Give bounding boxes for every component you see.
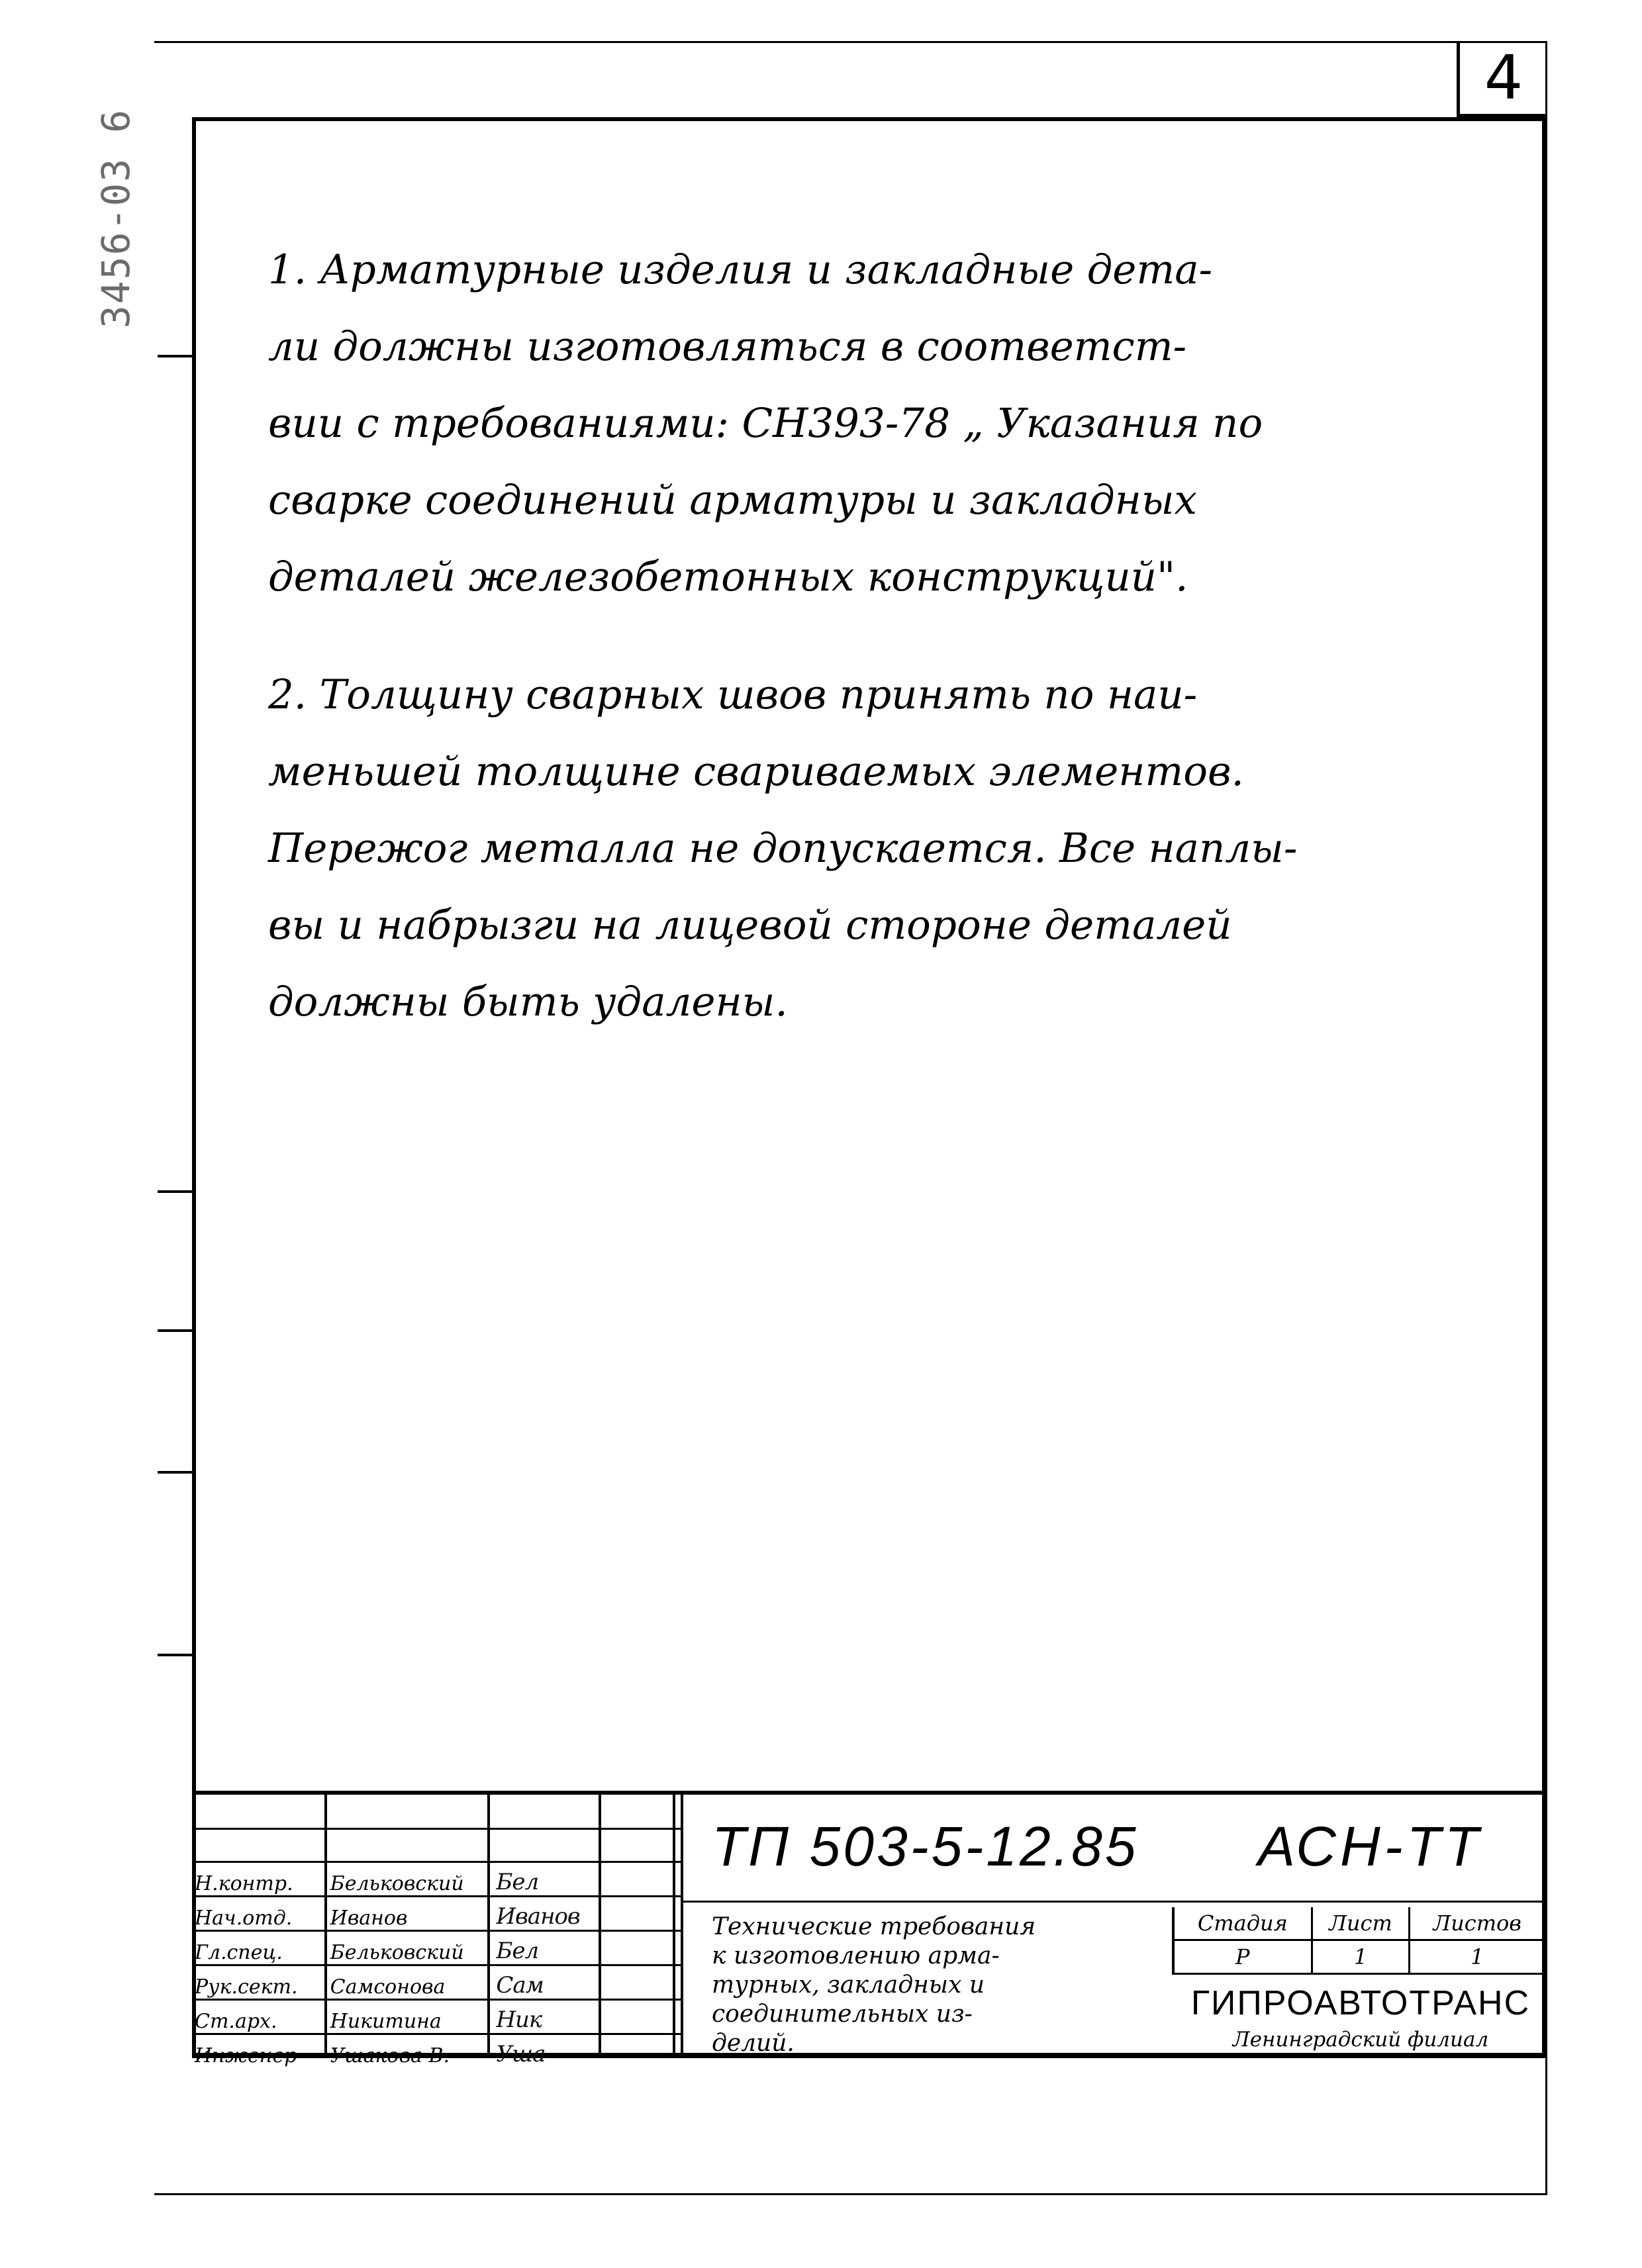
sheet-header: Лист xyxy=(1312,1907,1410,1940)
signature: Сам xyxy=(496,1972,544,1999)
name-cell: Иванов xyxy=(328,1897,494,1931)
note-line: вы и набрызги на лицевой стороне деталей xyxy=(268,902,1232,949)
date-cell xyxy=(608,2034,681,2068)
date-cell xyxy=(608,1862,681,1897)
tb-rule xyxy=(681,1901,1546,1903)
signature: Бел xyxy=(496,1938,539,1964)
title-block xyxy=(192,1791,1546,2067)
table-row xyxy=(192,1965,681,2000)
note-line: 1. Арматурные изделия и закладные дета- xyxy=(268,246,1213,293)
table-row xyxy=(192,1862,681,1897)
stage-value: Р xyxy=(1173,1940,1312,1974)
technical-notes xyxy=(268,232,1513,1082)
tb-divider xyxy=(681,1795,683,2057)
table-row xyxy=(192,2034,681,2068)
tb-rule xyxy=(192,1828,681,1830)
table-row xyxy=(1173,1940,1545,1974)
role-cell: Гл.спец. xyxy=(192,1931,328,1965)
stage-header: Стадия xyxy=(1173,1907,1312,1940)
organization-branch: Ленинградский филиал xyxy=(1232,2028,1489,2052)
drawing-title-line: турных, закладных и xyxy=(712,1971,985,1999)
margin-tick xyxy=(158,355,192,357)
signature: Иванов xyxy=(496,1903,580,1930)
table-row xyxy=(192,2000,681,2034)
table-row xyxy=(1173,1907,1545,1940)
role-cell: Инженер xyxy=(192,2034,328,2068)
drawing-title xyxy=(712,1913,1205,2058)
note-line: ли должны изготовляться в соответст- xyxy=(268,323,1187,370)
name-cell: Бельковский xyxy=(328,1931,494,1965)
note-2 xyxy=(268,657,1513,1041)
date-cell xyxy=(608,1897,681,1931)
name-cell: Никитина xyxy=(328,2000,494,2034)
note-line: деталей железобетонных конструкций". xyxy=(268,553,1188,600)
table-row xyxy=(192,1897,681,1931)
note-line: меньшей толщине свариваемых элементов. xyxy=(268,748,1244,795)
note-line: сварке соединений арматуры и закладных xyxy=(268,477,1197,524)
margin-tick xyxy=(158,1329,192,1332)
approvals-table xyxy=(192,1861,681,2067)
drawing-title-line: Технические требования xyxy=(712,1913,1036,1940)
archive-stamp xyxy=(79,79,152,357)
name-cell: Самсонова xyxy=(328,1965,494,2000)
role-cell: Ст.арх. xyxy=(192,2000,328,2034)
note-line: Пережог металла не допускается. Все наплы- xyxy=(268,825,1298,872)
name-cell: Бельковский xyxy=(328,1862,494,1897)
role-cell: Нач.отд. xyxy=(192,1897,328,1931)
stage-sheet-table xyxy=(1172,1907,1546,1975)
signature: Бел xyxy=(496,1869,539,1895)
sheet-number-box xyxy=(1457,41,1547,117)
note-1 xyxy=(268,232,1513,616)
role-cell: Н.контр. xyxy=(192,1862,328,1897)
document-code: ТП 503-5-12.85 xyxy=(712,1815,1139,1877)
note-line: должны быть удалены. xyxy=(268,978,788,1025)
note-line: вии с требованиями: СН393-78 „ Указания по xyxy=(268,400,1263,447)
sheets-value: 1 xyxy=(1410,1940,1545,1974)
margin-tick xyxy=(158,1190,192,1193)
table-row xyxy=(192,1931,681,1965)
drawing-title-line: соединительных из- xyxy=(712,2001,973,2028)
signature: Ник xyxy=(496,2007,542,2033)
margin-tick xyxy=(158,1654,192,1656)
sheet-number: 4 xyxy=(1484,42,1523,113)
role-cell: Рук.сект. xyxy=(192,1965,328,2000)
margin-tick xyxy=(158,1471,192,1474)
sheet-value: 1 xyxy=(1312,1940,1410,1974)
document-mark: АСН-ТТ xyxy=(1258,1815,1483,1877)
archive-stamp-text: 3456-03 6 xyxy=(93,108,138,329)
note-line: 2. Толщину сварных швов принять по наи- xyxy=(268,671,1198,718)
sheets-header: Листов xyxy=(1410,1907,1545,1940)
date-cell xyxy=(608,1931,681,1965)
organization-name: ГИПРОАВТОТРАНС xyxy=(1190,1984,1531,2022)
signature: Уша xyxy=(496,2041,546,2067)
date-cell xyxy=(608,2000,681,2034)
drawing-title-line: делий. xyxy=(712,2030,795,2057)
name-cell: Ушакова В. xyxy=(328,2034,494,2068)
drawing-title-line: к изготовлению арма- xyxy=(712,1942,1000,1969)
date-cell xyxy=(608,1965,681,2000)
